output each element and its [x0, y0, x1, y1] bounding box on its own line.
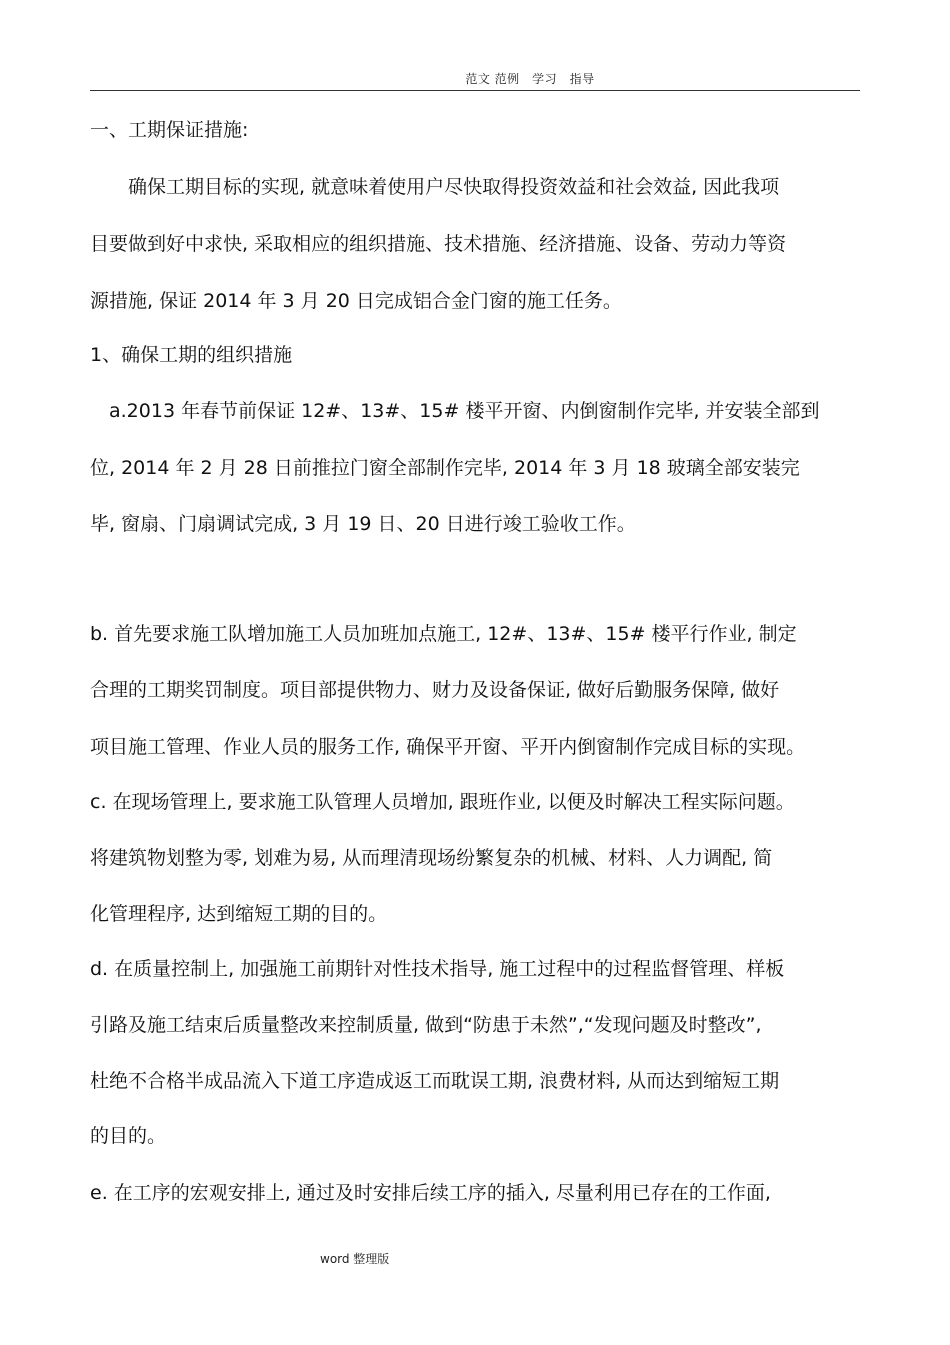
- page-header-text: 范文 范例 学习 指导: [465, 72, 595, 86]
- paragraph-line: 化管理程序, 达到缩短工期的目的。: [90, 903, 388, 925]
- paragraph-line: 目要做到好中求快, 采取相应的组织措施、技术措施、经济措施、设备、劳动力等资: [90, 233, 787, 255]
- paragraph-line: d. 在质量控制上, 加强施工前期针对性技术指导, 施工过程中的过程监督管理、样板: [90, 958, 785, 980]
- paragraph-line: c. 在现场管理上, 要求施工队管理人员增加, 跟班作业, 以便及时解决工程实际问题。: [90, 791, 795, 813]
- paragraph-line: 毕, 窗扇、门扇调试完成, 3 月 19 日、20 日进行竣工验收工作。: [90, 513, 636, 535]
- header-rule: [90, 90, 860, 91]
- paragraph-line: 杜绝不合格半成品流入下道工序造成返工而耽误工期, 浪费材料, 从而达到缩短工期: [90, 1070, 780, 1092]
- paragraph-line: 源措施, 保证 2014 年 3 月 20 日完成铝合金门窗的施工任务。: [90, 290, 622, 312]
- paragraph-line: 确保工期目标的实现, 就意味着使用户尽快取得投资效益和社会效益, 因此我项: [90, 176, 780, 198]
- paragraph-line: 合理的工期奖罚制度。项目部提供物力、财力及设备保证, 做好后勤服务保障, 做好: [90, 679, 780, 701]
- paragraph-line: 位, 2014 年 2 月 28 日前推拉门窗全部制作完毕, 2014 年 3 月 18 玻璃全部安装完: [90, 457, 800, 479]
- paragraph-line: 的目的。: [90, 1125, 167, 1147]
- section-heading: 一、工期保证措施:: [90, 119, 249, 141]
- page-footer-text: word 整理版: [320, 1252, 390, 1266]
- paragraph-line: 将建筑物划整为零, 划难为易, 从而理清现场纷繁复杂的机械、材料、人力调配, 简: [90, 847, 773, 869]
- paragraph-line: 项目施工管理、作业人员的服务工作, 确保平开窗、平开内倒窗制作完成目标的实现。: [90, 736, 806, 758]
- paragraph-line: e. 在工序的宏观安排上, 通过及时安排后续工序的插入, 尽量利用已存在的工作面,: [90, 1182, 771, 1204]
- paragraph-line: a.2013 年春节前保证 12#、13#、15# 楼平开窗、内倒窗制作完毕, 并安装全部到: [90, 400, 820, 422]
- paragraph-line: 引路及施工结束后质量整改来控制质量, 做到“防患于未然”,“发现问题及时整改”,: [90, 1014, 762, 1036]
- paragraph-line: b. 首先要求施工队增加施工人员加班加点施工, 12#、13#、15# 楼平行作业, 制定: [90, 623, 797, 645]
- subsection-heading: 1、确保工期的组织措施: [90, 344, 293, 366]
